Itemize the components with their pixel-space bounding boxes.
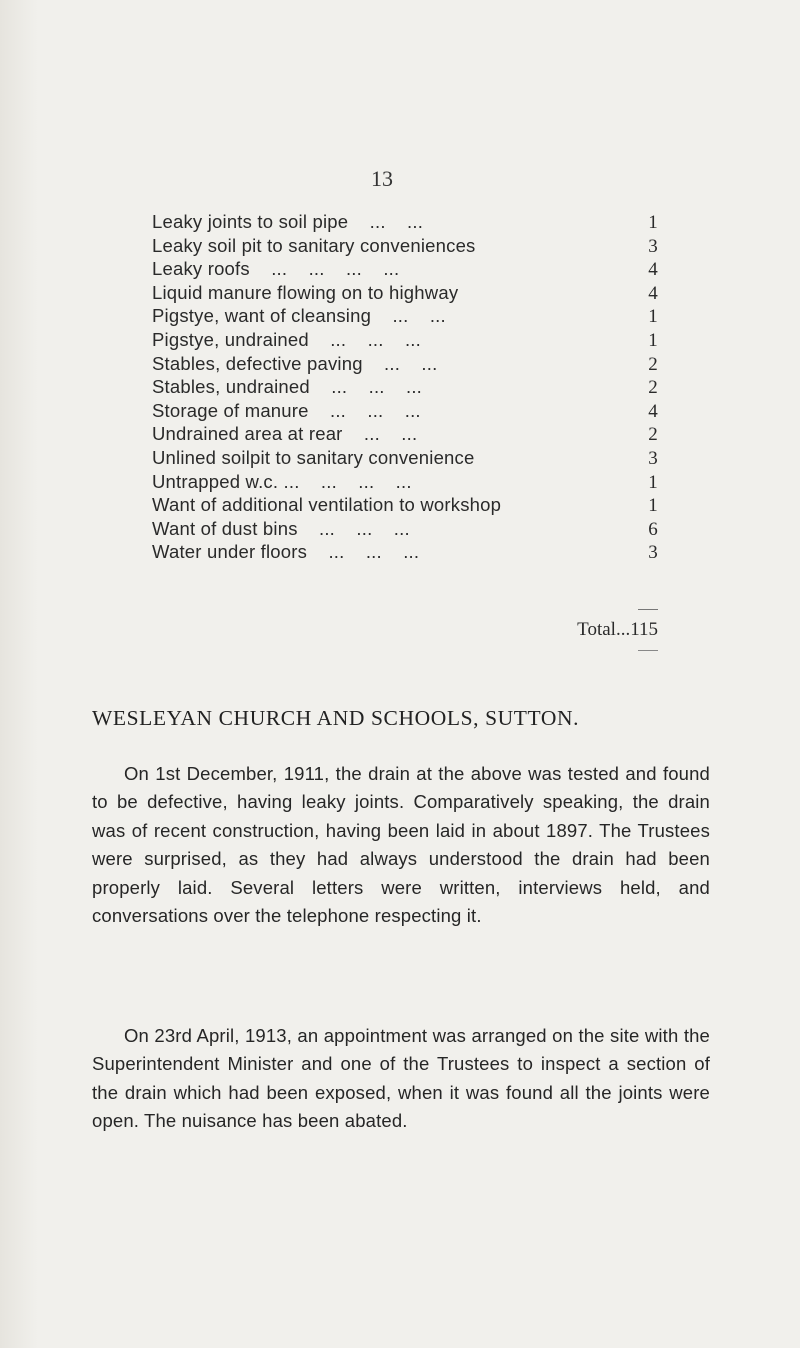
defect-list xyxy=(152,210,658,564)
defect-label: Water under floors ... ... ... xyxy=(152,541,420,563)
defect-label: Stables, defective paving ... ... xyxy=(152,352,438,374)
list-item xyxy=(152,210,658,234)
total-label: Total... xyxy=(577,619,631,640)
total-underline xyxy=(638,650,658,651)
defect-label: Liquid manure flowing on to highway xyxy=(152,281,459,303)
page-number: 13 xyxy=(371,166,393,191)
defect-count: 1 xyxy=(648,471,658,493)
defect-count: 1 xyxy=(648,329,658,351)
list-item xyxy=(152,304,658,328)
defect-label: Pigstye, want of cleansing ... ... xyxy=(152,305,446,327)
list-item xyxy=(152,540,658,564)
list-item xyxy=(152,257,658,281)
list-item xyxy=(152,352,658,376)
total-row xyxy=(520,618,658,641)
defect-label: Undrained area at rear ... ... xyxy=(152,423,418,445)
paragraph: On 23rd April, 1913, an appointment was arranged on the site with the Superintendent Minister and one of the Trustees to inspect a section of the drain which had been exposed, when it was found all the joints were open. The nuisance has been abated. xyxy=(92,1024,710,1131)
defect-count: 2 xyxy=(648,424,658,446)
list-item xyxy=(152,375,658,399)
defect-count: 2 xyxy=(648,353,658,375)
defect-count: 4 xyxy=(648,400,658,422)
list-item xyxy=(152,446,658,470)
defect-count: 4 xyxy=(648,259,658,281)
list-item xyxy=(152,493,658,517)
defect-count: 1 xyxy=(648,306,658,328)
defect-count: 1 xyxy=(648,212,658,233)
defect-label: Storage of manure ... ... ... xyxy=(152,399,421,421)
defect-count: 6 xyxy=(648,518,658,540)
defect-label: Want of additional ventilation to workshop xyxy=(152,494,502,516)
defect-label: Want of dust bins ... ... ... xyxy=(152,517,410,539)
list-item xyxy=(152,470,658,494)
paragraph: On 1st December, 1911, the drain at the above was tested and found to be defective, having leaky joints. Comparatively speaking, the drain was of recent construction, having been laid in about 1897. The Trustees were surprised, as they had always understood the drain had been properly laid. Several letters were written, interviews held, and conversations over the telephone respecting it. xyxy=(92,762,710,926)
list-item xyxy=(152,281,658,305)
list-item xyxy=(152,328,658,352)
defect-count: 1 xyxy=(648,495,658,517)
defect-count: 3 xyxy=(648,235,658,257)
defect-label: Untrapped w.c. ... ... ... ... xyxy=(152,470,412,492)
total-rule xyxy=(638,609,658,610)
list-item xyxy=(152,422,658,446)
list-item xyxy=(152,399,658,423)
defect-label: Leaky joints to soil pipe ... ... xyxy=(152,211,424,232)
defect-label: Leaky soil pit to sanitary conveniences xyxy=(152,234,476,256)
defect-count: 4 xyxy=(648,282,658,304)
defect-count: 2 xyxy=(648,377,658,399)
defect-label: Pigstye, undrained ... ... ... xyxy=(152,328,421,350)
total-value: 115 xyxy=(630,619,658,640)
page-edge-shadow xyxy=(0,0,38,1348)
defect-count: 3 xyxy=(648,542,658,564)
defect-label: Unlined soilpit to sanitary convenience xyxy=(152,446,475,468)
defect-count: 3 xyxy=(648,447,658,469)
section-heading: WESLEYAN CHURCH AND SCHOOLS, SUTTON. xyxy=(92,706,580,730)
defect-label: Leaky roofs ... ... ... ... xyxy=(152,258,400,280)
list-item xyxy=(152,517,658,541)
list-item xyxy=(152,234,658,258)
defect-label: Stables, undrained ... ... ... xyxy=(152,376,423,398)
